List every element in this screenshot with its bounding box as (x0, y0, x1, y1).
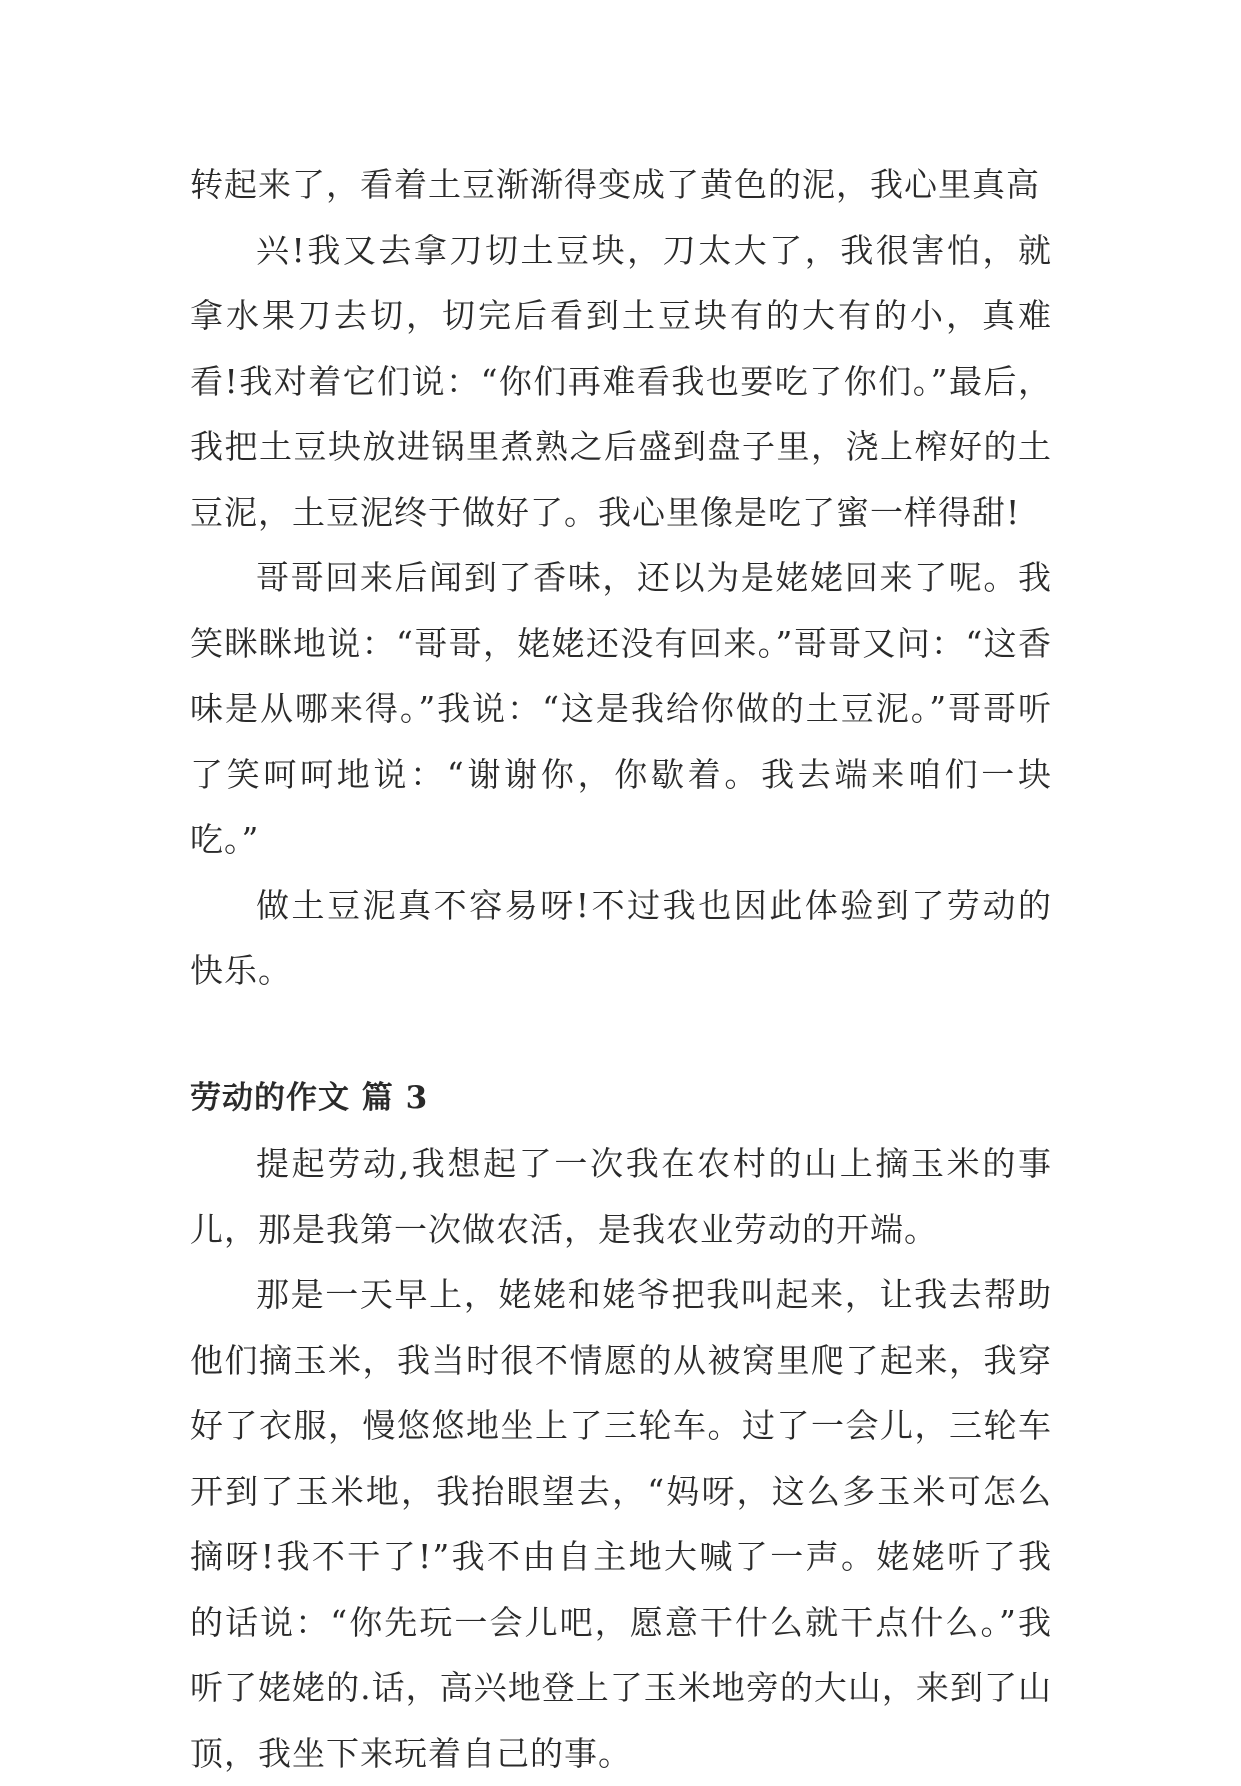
paragraph-mashed-potato: 兴!我又去拿刀切土豆块，刀太大了，我很害怕，就拿水果刀去切，切完后看到土豆块有的大有的小，真难看!我对着它们说：“你们再难看我也要吃了你们。”最后，我把土豆块放进锅里煮熟之后盛到盘子里，浇上榨好的土豆泥，土豆泥终于做好了。我心里像是吃了蜜一样得甜! (190, 230, 1052, 532)
paragraph-corn-field: 那是一天早上，姥姥和姥爷把我叫起来，让我去帮助他们摘玉米，我当时很不情愿的从被窝里爬了起来，我穿好了衣服，慢悠悠地坐上了三轮车。过了一会儿，三轮车开到了玉米地，我抬眼望去，“妈呀，这么多玉米可怎么摘呀!我不干了!”我不由自主地大喊了一声。姥姥听了我的话说：“你先玩一会儿吧，愿意干什么就干点什么。”我听了姥姥的.话，高兴地登上了玉米地旁的大山，来到了山顶，我坐下来玩着自己的事。 (190, 1275, 1052, 1773)
paragraph-conclusion: 做土豆泥真不容易呀!不过我也因此体验到了劳动的快乐。 (190, 885, 1052, 990)
document-page (190, 152, 1052, 1786)
paragraph-intro: 提起劳动,我想起了一次我在农村的山上摘玉米的事儿，那是我第一次做农活，是我农业劳动的开端。 (190, 1144, 1052, 1249)
paragraph-brother-returns: 哥哥回来后闻到了香味，还以为是姥姥回来了呢。我笑眯眯地说：“哥哥，姥姥还没有回来。”哥哥又问：“这香味是从哪来得。”我说：“这是我给你做的土豆泥。”哥哥听了笑呵呵地说：“谢谢你，你歇着。我去端来咱们一块吃。” (190, 558, 1052, 859)
section-heading: 劳动的作文 篇 3 (190, 1079, 429, 1116)
section-spacer (190, 1004, 1052, 1066)
paragraph-continued: 转起来了，看着土豆渐渐得变成了黄色的泥，我心里真高 (190, 165, 1040, 204)
